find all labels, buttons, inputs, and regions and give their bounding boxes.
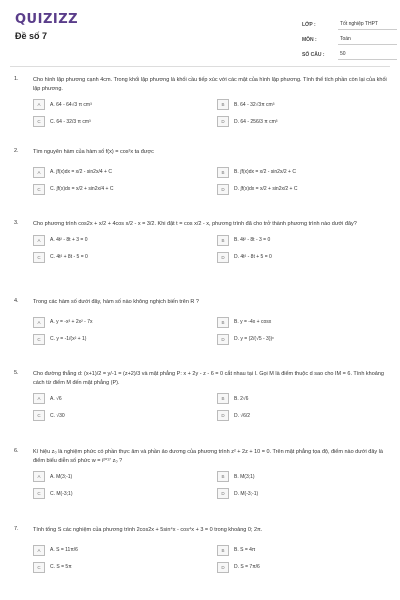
answer-option-b[interactable] [217, 317, 399, 328]
option-text: C. y = -1/(x² + 1) [50, 336, 87, 342]
option-letter-box: B [217, 235, 229, 246]
answer-option-a[interactable] [33, 393, 215, 404]
question-2 [0, 148, 400, 220]
option-text: D. S = 7π/6 [234, 564, 260, 570]
option-letter-box: D [217, 334, 229, 345]
option-letter-box: D [217, 184, 229, 195]
meta-label: SỐ CÂU : [302, 52, 325, 58]
option-text: B. 64 - 32√3π cm³ [234, 101, 275, 108]
option-text: C. 4t² + 8t - 5 = 0 [50, 254, 88, 260]
answer-option-b[interactable] [217, 99, 399, 110]
answer-options [33, 393, 390, 421]
meta-row-class [302, 15, 397, 30]
answer-option-b[interactable] [217, 471, 399, 482]
option-letter-box: C [33, 116, 45, 127]
option-letter-box: C [33, 334, 45, 345]
answer-option-d[interactable] [217, 252, 399, 263]
option-letter-box: D [217, 562, 229, 573]
option-letter-box: C [33, 562, 45, 573]
answer-option-c[interactable] [33, 116, 215, 127]
question-6 [0, 448, 400, 526]
option-letter-box: A [33, 471, 45, 482]
question-4 [0, 298, 400, 370]
option-text: A. ∫f(x)dx = x/2 - sin2x/4 + C [50, 169, 112, 175]
option-letter-box: D [217, 252, 229, 263]
option-letter-box: D [217, 116, 229, 127]
question-number: 7. [14, 526, 19, 532]
quizizz-logo: QUIZIZZ [15, 12, 79, 27]
option-letter-box: A [33, 99, 45, 110]
question-text: Cho đường thẳng d: (x+1)/2 = y/-1 = (z+2)/3 và mặt phẳng P: x + 2y - z - 6 = 0 cắt nhau tại I. Gọi M là điểm thuộc d sao cho IM = 6. Tính khoảng cách từ điểm M đến mặt phẳng (P). [33, 371, 384, 386]
answer-option-a[interactable] [33, 317, 215, 328]
question-text: Cho phương trình cos2x + x/2 + 4cos x/2 - x = 3/2. Khi đặt t = cos x/2 - x, phương trình đã cho trở thành phương trình nào dưới đây? [33, 221, 357, 227]
answer-option-a[interactable] [33, 545, 215, 556]
question-number: 6. [14, 448, 19, 454]
answer-options [33, 235, 390, 263]
question-number: 2. [14, 148, 19, 154]
answer-options [33, 99, 390, 127]
option-text: C. √30 [50, 412, 65, 419]
meta-row-count [302, 45, 397, 60]
answer-options [33, 317, 390, 345]
answer-option-b[interactable] [217, 235, 399, 246]
question-text: Kí hiệu z₀ là nghiệm phức có phần thực âm và phần ảo dương của phương trình z² + 2z + 10 = 0. Trên mặt phẳng tọa độ, điểm nào dưới đây là điểm biểu diễn số phức w = i²⁰¹⁷ z₀ ? [33, 449, 383, 464]
answer-option-c[interactable] [33, 184, 215, 195]
option-text: B. ∫f(x)dx = x/2 - sin2x/2 + C [234, 169, 296, 175]
page-header [0, 0, 400, 62]
option-letter-box: B [217, 99, 229, 110]
option-letter-box: C [33, 410, 45, 421]
answer-option-a[interactable] [33, 99, 215, 110]
option-letter-box: A [33, 545, 45, 556]
answer-option-d[interactable] [217, 562, 399, 573]
answer-option-a[interactable] [33, 235, 215, 246]
answer-option-d[interactable] [217, 184, 399, 195]
option-text: A. 4t² - 8t + 3 = 0 [50, 237, 88, 243]
meta-value: Toán [338, 36, 397, 45]
answer-option-b[interactable] [217, 393, 399, 404]
option-text: D. 4t² - 8t + 5 = 0 [234, 254, 272, 260]
option-letter-box: A [33, 317, 45, 328]
option-text: B. 2√6 [234, 395, 249, 402]
answer-option-a[interactable] [33, 167, 215, 178]
option-letter-box: C [33, 252, 45, 263]
exam-title: Đề số 7 [15, 31, 48, 41]
option-text: C. M(-3;1) [50, 490, 73, 497]
answer-option-d[interactable] [217, 334, 399, 345]
question-3 [0, 220, 400, 298]
meta-label: LỚP : [302, 22, 316, 28]
header-divider [10, 66, 390, 67]
answer-options [33, 545, 390, 573]
answer-options [33, 471, 390, 499]
answer-option-c[interactable] [33, 334, 215, 345]
meta-label: MÔN : [302, 37, 317, 43]
answer-option-c[interactable] [33, 410, 215, 421]
answer-option-d[interactable] [217, 410, 399, 421]
question-number: 5. [14, 370, 19, 376]
option-text: D. ∫f(x)dx = x/2 + sin2x/2 + C [234, 186, 298, 192]
option-text: B. M(3;1) [234, 473, 255, 480]
option-text: B. 4t² - 8t - 3 = 0 [234, 237, 271, 243]
option-letter-box: C [33, 488, 45, 499]
meta-row-subject [302, 30, 397, 45]
question-5 [0, 370, 400, 448]
question-number: 3. [14, 220, 19, 226]
option-text: C. ∫f(x)dx = x/2 + sin2x/4 + C [50, 186, 114, 192]
answer-option-d[interactable] [217, 488, 399, 499]
answer-option-c[interactable] [33, 488, 215, 499]
question-list [0, 76, 400, 586]
option-letter-box: A [33, 235, 45, 246]
answer-option-b[interactable] [217, 545, 399, 556]
answer-option-c[interactable] [33, 562, 215, 573]
answer-option-d[interactable] [217, 116, 399, 127]
option-text: A. S = 11π/6 [50, 547, 78, 553]
option-letter-box: B [217, 471, 229, 482]
answer-option-a[interactable] [33, 471, 215, 482]
option-text: D. y = (2/(√5 - 3))ˣ [234, 336, 274, 342]
question-7 [0, 526, 400, 586]
meta-value: Tốt nghiệp THPT [338, 21, 397, 30]
answer-options [33, 167, 390, 195]
option-letter-box: B [217, 167, 229, 178]
option-letter-box: B [217, 317, 229, 328]
meta-value: 50 [338, 51, 397, 60]
option-text: A. M(3;-1) [50, 473, 73, 480]
option-text: D. M(-3;-1) [234, 490, 259, 497]
option-text: B. S = 4π [234, 547, 256, 553]
option-letter-box: B [217, 393, 229, 404]
option-letter-box: D [217, 410, 229, 421]
option-text: B. y = -4x + cosx [234, 319, 272, 325]
option-text: A. √6 [50, 395, 62, 402]
question-1 [0, 76, 400, 148]
exam-meta [302, 15, 397, 60]
option-text: C. 64 - 32/3 π cm³ [50, 118, 91, 125]
option-text: A. 64 - 64√3 π cm³ [50, 101, 92, 108]
answer-option-b[interactable] [217, 167, 399, 178]
option-letter-box: A [33, 393, 45, 404]
option-letter-box: C [33, 184, 45, 195]
question-number: 4. [14, 298, 19, 304]
question-text: Cho hình lập phương cạnh 4cm. Trong khối lập phương là khối cầu tiếp xúc với các mặt của hình lập phương. Tính thể tích phần còn lại của khối lập phương. [33, 77, 387, 92]
option-letter-box: B [217, 545, 229, 556]
question-text: Trong các hàm số dưới đây, hàm số nào không nghịch biến trên R ? [33, 299, 199, 305]
option-text: D. √6/2 [234, 412, 251, 419]
answer-option-c[interactable] [33, 252, 215, 263]
question-text: Tính tổng S các nghiệm của phương trình 2cos2x + 5sin⁴x - cos⁴x + 3 = 0 trong khoảng 0; 2π. [33, 527, 263, 533]
option-letter-box: A [33, 167, 45, 178]
option-text: C. S = 5π [50, 564, 72, 570]
option-text: A. y = -x³ + 2x² - 7x [50, 319, 93, 325]
question-text: Tìm nguyên hàm của hàm số f(x) = cos²x ta được [33, 149, 154, 155]
option-letter-box: D [217, 488, 229, 499]
option-text: D. 64 - 256/3 π cm³ [234, 118, 278, 125]
question-number: 1. [14, 76, 19, 82]
